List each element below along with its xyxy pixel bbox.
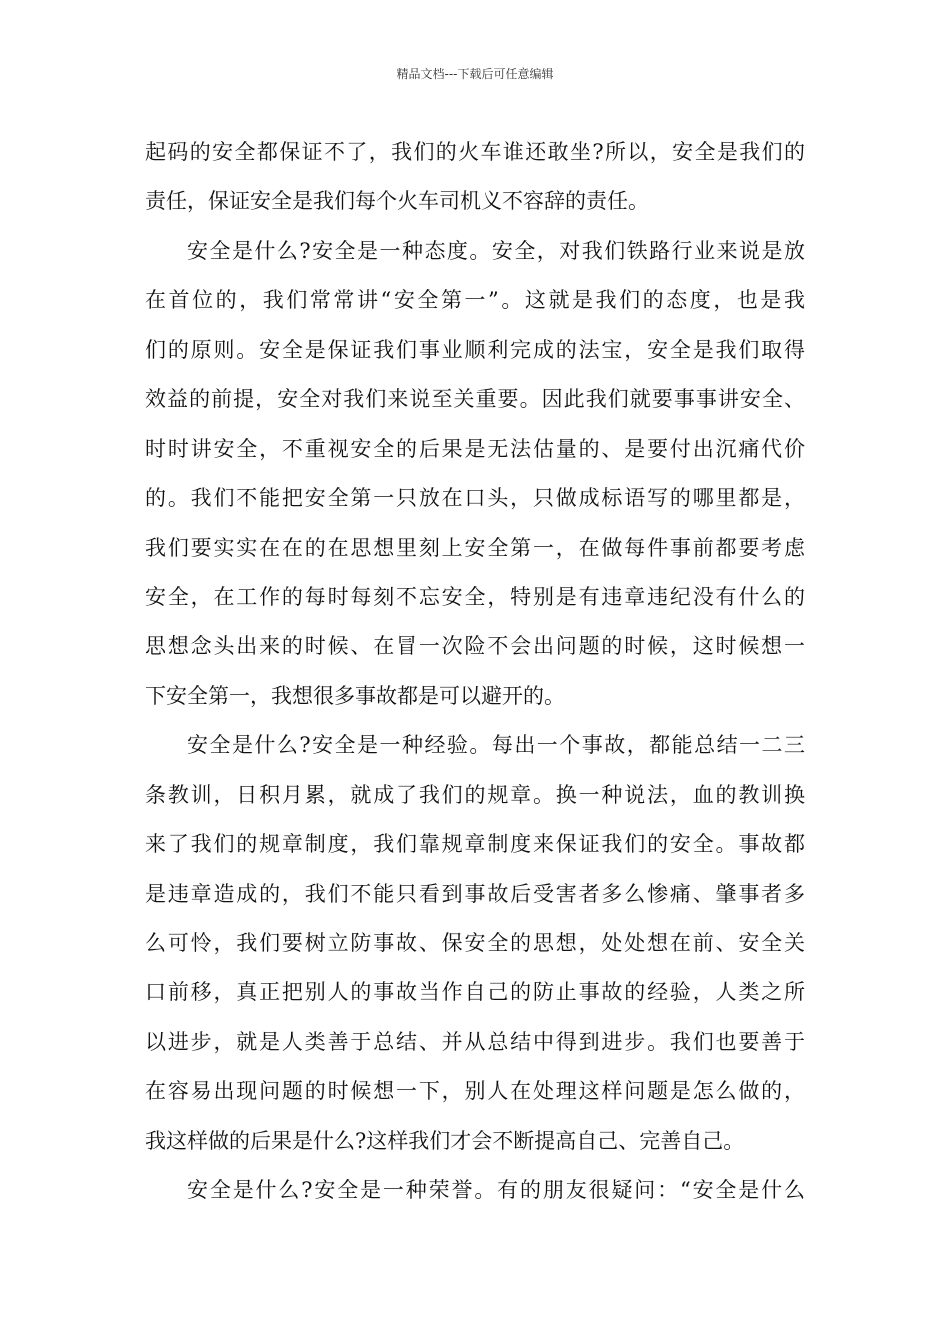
text-line: 我们要实实在在的在思想里刻上安全第一，在做每件事前都要考虑 <box>145 535 805 560</box>
text-line: 效益的前提，安全对我们来说至关重要。因此我们就要事事讲安全、 <box>145 387 805 412</box>
text-line: 安全是什么?安全是一种荣誉。有的朋友很疑问：“安全是什么 <box>187 1178 805 1203</box>
text-line: 口前移，真正把别人的事故当作自己的防止事故的经验，人类之所 <box>145 980 805 1005</box>
text-line: 责任，保证安全是我们每个火车司机义不容辞的责任。 <box>145 189 649 214</box>
text-line: 时时讲安全，不重视安全的后果是无法估量的、是要付出沉痛代价 <box>145 436 805 461</box>
text-line: 们的原则。安全是保证我们事业顺利完成的法宝，安全是我们取得 <box>145 337 805 362</box>
page-header: 精品文档---下载后可任意编辑 <box>396 67 554 81</box>
text-line: 下安全第一，我想很多事故都是可以避开的。 <box>145 683 565 708</box>
document-body <box>145 132 805 1220</box>
text-line: 在首位的，我们常常讲“安全第一”。这就是我们的态度，也是我 <box>145 288 805 313</box>
text-line: 条教训，日积月累，就成了我们的规章。换一种说法，血的教训换 <box>145 782 805 807</box>
text-line: 起码的安全都保证不了，我们的火车谁还敢坐?所以，安全是我们的 <box>145 140 805 164</box>
text-line: 思想念头出来的时候、在冒一次险不会出问题的时候，这时候想一 <box>145 634 805 659</box>
text-line: 是违章造成的，我们不能只看到事故后受害者多么惨痛、肇事者多 <box>145 881 805 906</box>
text-line: 安全，在工作的每时每刻不忘安全，特别是有违章违纪没有什么的 <box>145 584 805 609</box>
text-line: 么可怜，我们要树立防事故、保安全的思想，处处想在前、安全关 <box>145 931 805 955</box>
text-line: 以进步，就是人类善于总结、并从总结中得到进步。我们也要善于 <box>145 1029 805 1054</box>
text-line: 在容易出现问题的时候想一下，别人在处理这样问题是怎么做的， <box>145 1079 805 1104</box>
text-line: 的。我们不能把安全第一只放在口头，只做成标语写的哪里都是， <box>145 486 805 511</box>
text-line: 我这样做的后果是什么?这样我们才会不断提高自己、完善自己。 <box>145 1128 745 1153</box>
text-line: 安全是什么?安全是一种经验。每出一个事故，都能总结一二三 <box>187 733 805 758</box>
text-line: 安全是什么?安全是一种态度。安全，对我们铁路行业来说是放 <box>187 238 805 263</box>
text-line: 来了我们的规章制度，我们靠规章制度来保证我们的安全。事故都 <box>145 832 805 857</box>
